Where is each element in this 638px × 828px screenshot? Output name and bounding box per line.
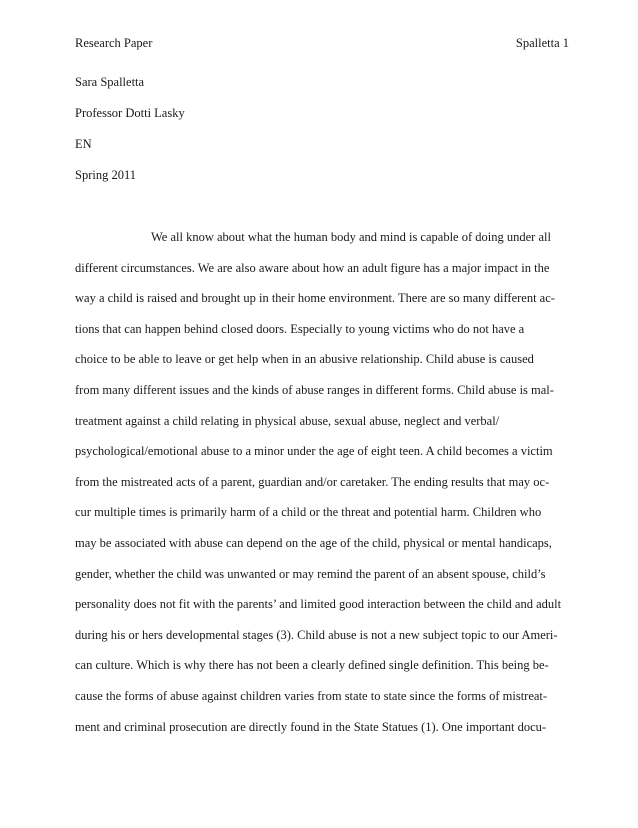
body-line: psychological/emotional abuse to a minor under the age of eight teen. A child becomes a victim: [75, 444, 553, 459]
body-line: treatment against a child relating in physical abuse, sexual abuse, neglect and verbal/: [75, 413, 500, 428]
body-line: may be associated with abuse can depend on the age of the child, physical or mental handicaps,: [75, 535, 552, 550]
body-line: from the mistreated acts of a parent, guardian and/or caretaker. The ending results that may oc-: [75, 474, 550, 489]
body-line: personality does not fit with the parents’ and limited good interaction between the child and adult: [75, 597, 562, 612]
body-line: cur multiple times is primarily harm of a child or the threat and potential harm. Children who: [75, 505, 542, 520]
body-line: during his or hers developmental stages (3). Child abuse is not a new subject topic to our Ameri-: [75, 627, 558, 642]
body-line: gender, whether the child was unwanted or may remind the parent of an absent spouse, child’s: [75, 566, 546, 581]
mla-heading: [75, 74, 185, 198]
body-line: can culture. Which is why there has not been a clearly defined single definition. This being be-: [75, 658, 549, 673]
body-line: way a child is raised and brought up in their home environment. There are so many different ac-: [75, 291, 555, 306]
body-paragraph: [75, 229, 575, 749]
author-name: Sara Spalletta: [75, 75, 145, 89]
running-head-title: Research Paper: [75, 36, 153, 50]
body-line: ment and criminal prosecution are directly found in the State Statues (1). One important docu-: [75, 719, 547, 734]
body-line: tions that can happen behind closed doors. Especially to young victims who do not have a: [75, 321, 525, 336]
course-name: EN: [75, 137, 92, 151]
body-line: different circumstances. We are also aware about how an adult figure has a major impact in the: [75, 260, 550, 275]
professor-name: Professor Dotti Lasky: [75, 106, 185, 120]
running-head-page-number: Spalletta 1: [515, 36, 569, 50]
body-line: choice to be able to leave or get help when in an abusive relationship. Child abuse is caused: [75, 352, 534, 367]
body-line: from many different issues and the kinds of abuse ranges in different forms. Child abuse is mal-: [75, 382, 554, 397]
body-line: We all know about what the human body and mind is capable of doing under all: [151, 230, 551, 244]
body-line: cause the forms of abuse against children varies from state to state since the forms of mistreat-: [75, 688, 548, 703]
term-date: Spring 2011: [75, 168, 136, 182]
